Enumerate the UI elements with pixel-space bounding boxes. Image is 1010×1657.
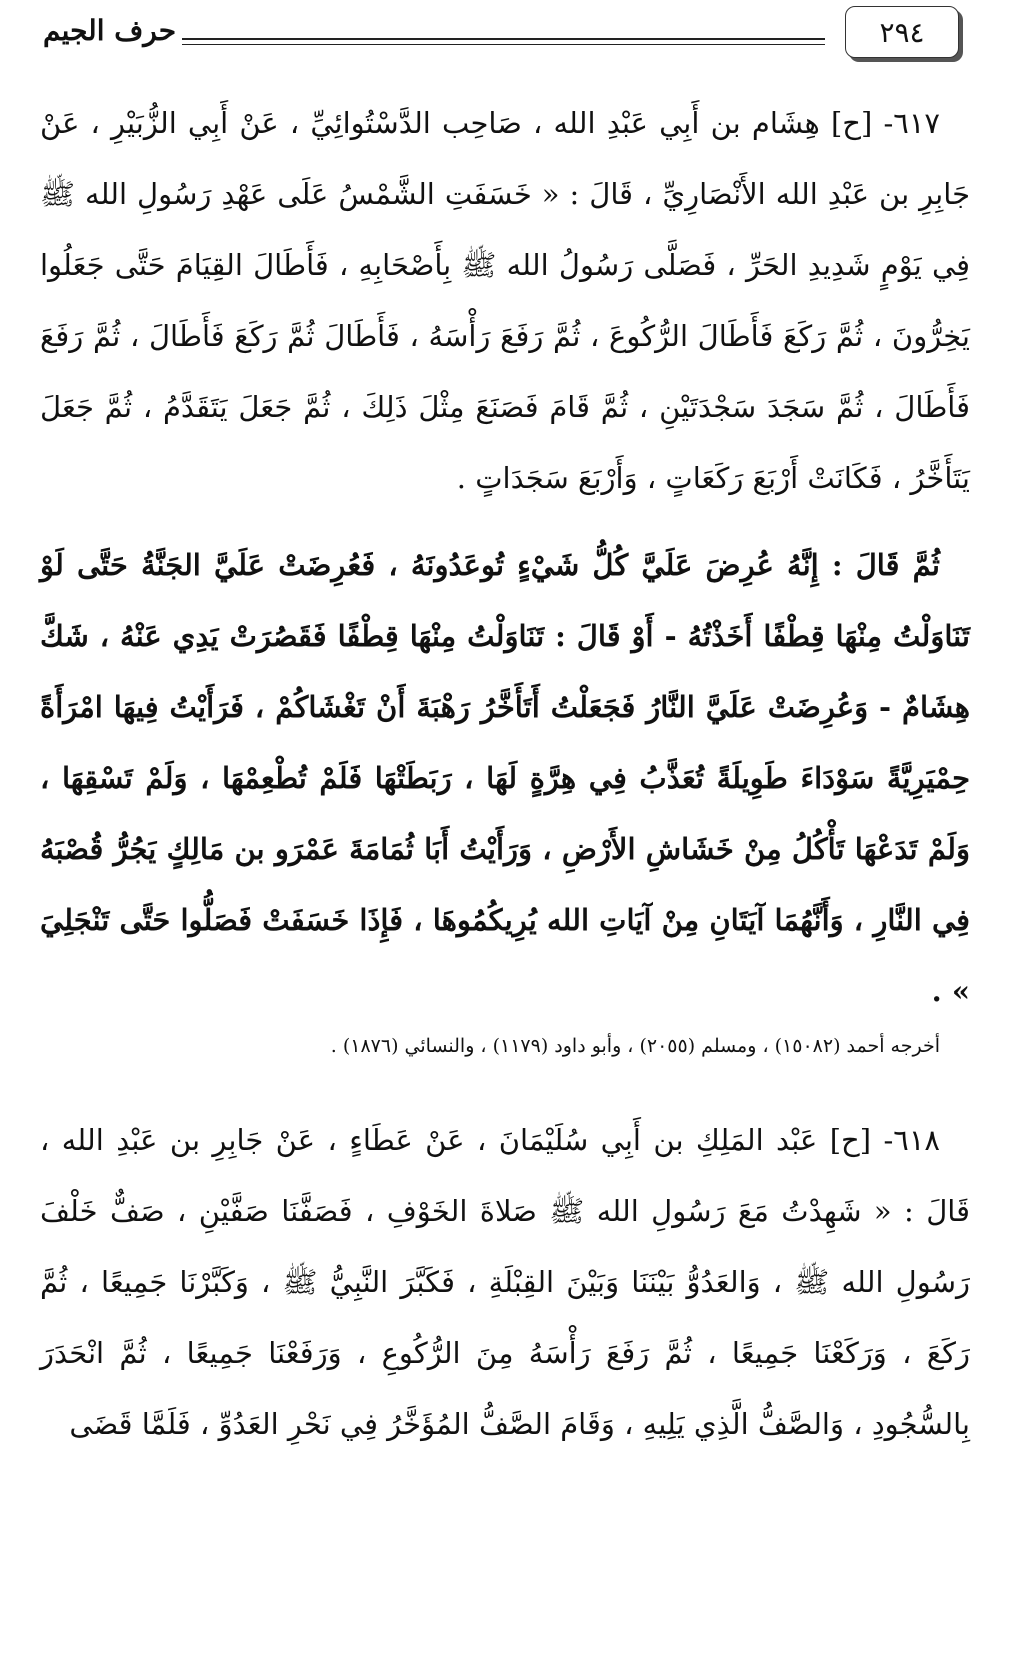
page-header [0,0,1010,70]
page-number: ٢٩٤ [845,6,959,58]
hadith-617-footnote: أخرجه أحمد (١٥٠٨٢) ، ومسلم (٢٠٥٥) ، وأبو داود (١١٧٩) ، والنسائي (١٨٧٦) . [330,1035,940,1057]
hadith-617-paragraph: ٦١٧- [ح] هِشَام بن أَبِي عَبْدِ الله ، صَاحِب الدَّسْتُوائِيِّ ، عَنْ أَبِي الزُّبَيْرِ ، عَنْ جَابِرِ بن عَبْدِ الله الأَنْصَارِيِّ ، قَالَ : « خَسَفَتِ الشَّمْسُ عَلَى عَهْدِ رَسُولِ الله ﷺ فِي يَوْمٍ شَدِيدِ الحَرِّ ، فَصَلَّى رَسُولُ الله ﷺ بِأَصْحَابِهِ ، فَأَطَالَ القِيَامَ حَتَّى جَعَلُوا يَخِرُّونَ ، ثُمَّ رَكَعَ فَأَطَالَ الرُّكُوعَ ، ثُمَّ رَفَعَ رَأْسَهُ ، فَأَطَالَ ثُمَّ رَكَعَ فَأَطَالَ ، ثُمَّ رَفَعَ فَأَطَالَ ، ثُمَّ سَجَدَ سَجْدَتَيْنِ ، ثُمَّ قَامَ فَصَنَعَ مِثْلَ ذَلِكَ ، ثُمَّ جَعَلَ يَتَقَدَّمُ ، ثُمَّ جَعَلَ يَتَأَخَّرُ ، فَكَانَتْ أَرْبَعَ رَكَعَاتٍ ، وَأَرْبَعَ سَجَدَاتٍ . [40,106,970,495]
hadith-617-continuation: ثُمَّ قَالَ : إِنَّهُ عُرِضَ عَلَيَّ كُلُّ شَيْءٍ تُوعَدُونَهُ ، فَعُرِضَتْ عَلَيَّ الجَنَّةُ حَتَّى لَوْ تَنَاوَلْتُ مِنْهَا قِطْفًا أَخَذْتُهُ - أَوْ قَالَ : تَنَاوَلْتُ مِنْهَا قِطْفًا فَقَصُرَتْ يَدِي عَنْهُ ، شَكَّ هِشَامٌ - وَعُرِضَتْ عَلَيَّ النَّارُ فَجَعَلْتُ أَتَأَخَّرُ رَهْبَةَ أَنْ تَغْشَاكُمْ ، فَرَأَيْتُ فِيهَا امْرَأَةً حِمْيَرِيَّةً سَوْدَاءَ طَوِيلَةً تُعَذَّبُ فِي هِرَّةٍ لَهَا ، رَبَطَتْهَا فَلَمْ تُطْعِمْهَا ، وَلَمْ تَسْقِهَا ، وَلَمْ تَدَعْهَا تَأْكُلُ مِنْ خَشَاشِ الأَرْضِ ، وَرَأَيْتُ أَبَا ثُمَامَةَ عَمْرَو بن مَالِكٍ يَجُرُّ قُصْبَهُ فِي النَّارِ ، وَأَنَّهُمَا آيَتَانِ مِنْ آيَاتِ الله يُرِيكُمُوهَا ، فَإِذَا خَسَفَتْ فَصَلُّوا حَتَّى تَنْجَلِيَ » . [40,548,970,1008]
page-body [40,88,970,1460]
hadith-618-paragraph: ٦١٨- [ح] عَبْد المَلِكِ بن أَبِي سُلَيْمَانَ ، عَنْ عَطَاءٍ ، عَنْ جَابِرِ بن عَبْدِ الله ، قَالَ : « شَهِدْتُ مَعَ رَسُولِ الله ﷺ صَلاةَ الخَوْفِ ، فَصَفَّنَا صَفَّيْنِ ، صَفٌّ خَلْفَ رَسُولِ الله ﷺ ، وَالعَدُوُّ بَيْنَنَا وَبَيْنَ القِبْلَةِ ، فَكَبَّرَ النَّبِيُّ ﷺ ، وَكَبَّرْنَا جَمِيعًا ، ثُمَّ رَكَعَ ، وَرَكَعْنَا جَمِيعًا ، ثُمَّ رَفَعَ رَأْسَهُ مِنَ الرُّكُوعِ ، وَرَفَعْنَا جَمِيعًا ، ثُمَّ انْحَدَرَ بِالسُّجُودِ ، وَالصَّفُّ الَّذِي يَلِيهِ ، وَقَامَ الصَّفُّ المُؤَخَّرُ فِي نَحْرِ العَدُوِّ ، فَلَمَّا قَضَى [40,1123,970,1441]
running-head: حرف الجيم [43,14,176,47]
header-rule [182,38,825,40]
